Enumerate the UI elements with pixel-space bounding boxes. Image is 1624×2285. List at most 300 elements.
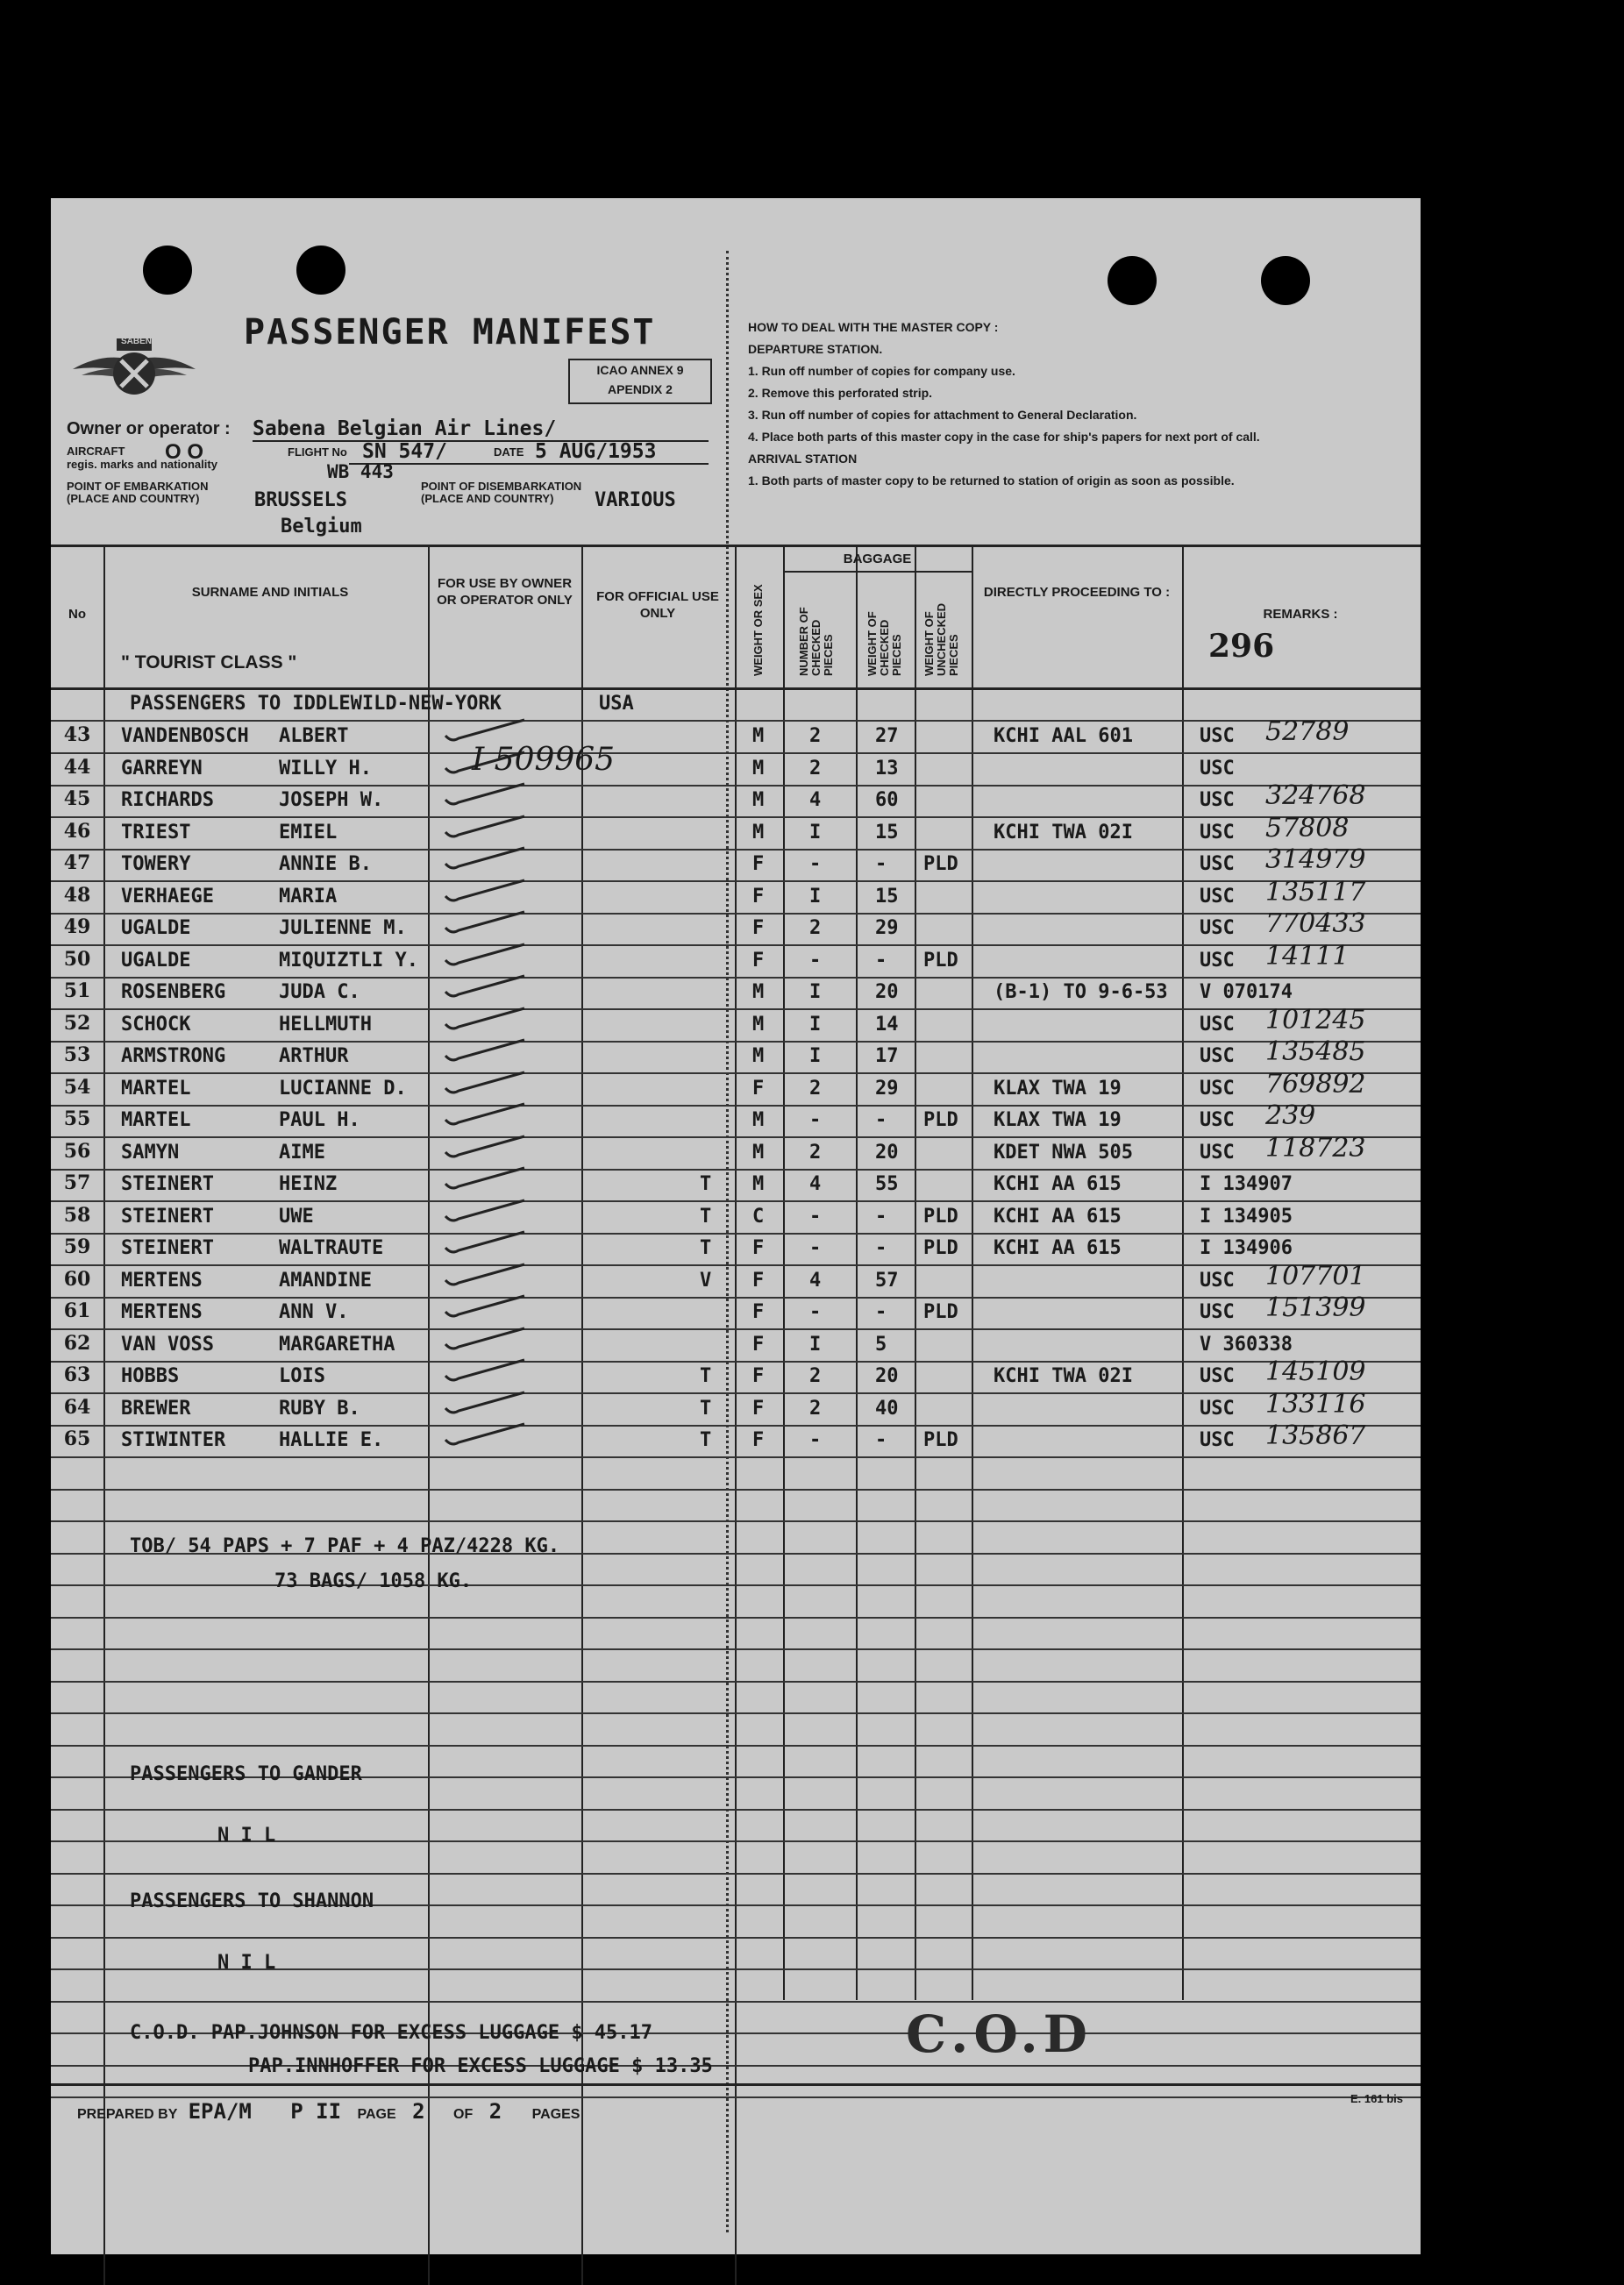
punch-hole: [1108, 256, 1157, 305]
checked-pieces: 4: [809, 1269, 822, 1292]
logo-text: SABENA: [121, 337, 159, 346]
remarks-code: USC: [1200, 1301, 1235, 1323]
checked-weight: -: [875, 949, 887, 972]
passenger-number: 43: [63, 723, 91, 746]
check-mark-icon: [441, 716, 538, 743]
table-row: [51, 812, 1421, 851]
table-row: [51, 1356, 1421, 1394]
passenger-surname: VERHAEGE: [121, 885, 214, 908]
checked-pieces: -: [809, 1109, 822, 1131]
section-row: [51, 689, 1421, 722]
remarks-code: USC: [1200, 1365, 1235, 1387]
footer: [77, 2099, 580, 2124]
checked-weight: -: [875, 1109, 887, 1131]
passenger-surname: UGALDE: [121, 949, 191, 972]
passenger-first-name: UWE: [279, 1205, 314, 1228]
passenger-first-name: PAUL H.: [279, 1109, 360, 1131]
passenger-sex: F: [752, 917, 765, 939]
embark-label: POINT OF EMBARKATION (PLACE AND COUNTRY): [67, 480, 209, 505]
check-mark-icon: [441, 1100, 538, 1127]
passenger-sex: F: [752, 1333, 765, 1356]
page-number: 2: [412, 2099, 425, 2124]
check-mark-icon: [441, 1420, 538, 1447]
table-row: [51, 1330, 1421, 1363]
checked-weight: 14: [875, 1013, 899, 1036]
table-row: [51, 1068, 1421, 1107]
page-title: PASSENGER MANIFEST: [244, 312, 656, 352]
unchecked-weight: PLD: [923, 853, 958, 875]
blank-row: [51, 1586, 1421, 1619]
passenger-first-name: EMIEL: [279, 821, 338, 844]
passenger-number: 46: [63, 819, 91, 843]
instructions-departure: DEPARTURE STATION.: [748, 342, 883, 356]
sabena-logo: [68, 321, 200, 417]
passenger-surname: ARMSTRONG: [121, 1045, 226, 1067]
official-mark: T: [700, 1205, 712, 1228]
remarks-handwritten: 145109: [1265, 1356, 1366, 1387]
unchecked-weight: PLD: [923, 1301, 958, 1323]
passenger-first-name: MARIA: [279, 885, 338, 908]
passenger-first-name: ARTHUR: [279, 1045, 349, 1067]
passenger-sex: M: [752, 757, 765, 779]
passenger-sex: M: [752, 789, 765, 811]
col-owner-use: FOR USE BY OWNER OR OPERATOR ONLY: [437, 576, 573, 608]
passenger-surname: TOWERY: [121, 853, 191, 875]
remarks-handwritten: 151399: [1265, 1292, 1366, 1323]
embark-value: BRUSSELS: [254, 489, 347, 511]
remarks-code: V 360338: [1200, 1333, 1293, 1356]
date-value: 5 AUG/1953: [535, 440, 657, 463]
remarks-code: USC: [1200, 853, 1235, 875]
form-number: E. 161 bis: [1350, 2092, 1403, 2105]
check-mark-icon: [441, 1228, 538, 1255]
passenger-number: 50: [63, 947, 91, 971]
checked-weight: -: [875, 853, 887, 875]
passenger-surname: STEINERT: [121, 1205, 214, 1228]
passenger-sex: C: [752, 1205, 765, 1228]
remarks-handwritten: 107701: [1265, 1260, 1366, 1292]
table-row: [51, 716, 1421, 754]
checked-weight: 20: [875, 981, 899, 1003]
pages-label: PAGES: [531, 2107, 581, 2122]
unchecked-weight: PLD: [923, 1429, 958, 1451]
official-mark: V: [700, 1269, 712, 1292]
passenger-sex: F: [752, 1237, 765, 1259]
table-row: [51, 1388, 1421, 1427]
col-remarks: REMARKS :: [1263, 607, 1338, 622]
instruction-arrival-item: 1. Both parts of master copy to be returned to station of origin as soon as possible.: [748, 473, 1235, 488]
check-mark-icon: [441, 941, 538, 967]
remarks-handwritten: 770433: [1265, 908, 1366, 939]
remarks-handwritten: 135117: [1265, 876, 1366, 908]
passenger-number: 65: [63, 1427, 91, 1450]
checked-pieces: -: [809, 1237, 822, 1259]
checked-pieces: -: [809, 949, 822, 972]
passenger-sex: M: [752, 1013, 765, 1036]
blank-row: [51, 1682, 1421, 1714]
blank-row: [51, 1970, 1421, 2003]
unchecked-weight: PLD: [923, 1237, 958, 1259]
gander-title: PASSENGERS TO GANDER: [130, 1763, 362, 1785]
checked-weight: 20: [875, 1365, 899, 1387]
checked-weight: -: [875, 1301, 887, 1323]
instructions-title: HOW TO DEAL WITH THE MASTER COPY :: [748, 320, 999, 334]
check-mark-icon: [441, 1292, 538, 1319]
owner-label: Owner or operator :: [67, 419, 231, 438]
check-mark-icon: [441, 813, 538, 839]
remarks-handwritten: 57808: [1265, 812, 1350, 844]
date-label: DATE: [494, 445, 524, 459]
passenger-sex: F: [752, 1365, 765, 1387]
checked-weight: -: [875, 1429, 887, 1451]
proceeding-to: KLAX TWA 19: [994, 1077, 1122, 1100]
checked-pieces: 2: [809, 757, 822, 779]
passenger-surname: RICHARDS: [121, 789, 214, 811]
passenger-number: 54: [63, 1075, 91, 1099]
col-checked-weight: WEIGHT OF CHECKED PIECES: [865, 611, 903, 676]
passenger-number: 63: [63, 1363, 91, 1386]
passenger-first-name: MARGARETHA: [279, 1333, 395, 1356]
table-row: [51, 754, 1421, 787]
table-row: [51, 1260, 1421, 1299]
totals-line-1: TOB/ 54 PAPS + 7 PAF + 4 PAZ/4228 KG.: [130, 1535, 560, 1557]
remarks-code: USC: [1200, 917, 1235, 939]
table-row: [51, 1292, 1421, 1330]
checked-weight: -: [875, 1205, 887, 1228]
class-label: " TOURIST CLASS ": [121, 652, 297, 673]
proceeding-to: (B-1) TO 9-6-53: [994, 981, 1168, 1003]
remarks-code: USC: [1200, 1077, 1235, 1100]
remarks-code: USC: [1200, 725, 1235, 747]
passenger-surname: TRIEST: [121, 821, 191, 844]
cod-stamp: C.O.D: [906, 2004, 1093, 2064]
instruction-item: 4. Place both parts of this master copy in the case for ship's papers for next port of call.: [748, 430, 1260, 444]
passenger-first-name: WILLY H.: [279, 757, 372, 779]
checked-pieces: I: [809, 1013, 822, 1036]
official-mark: T: [700, 1397, 712, 1420]
passenger-number: 47: [63, 851, 91, 874]
table-row: [51, 940, 1421, 979]
passenger-number: 52: [63, 1011, 91, 1035]
shannon-title: PASSENGERS TO SHANNON: [130, 1890, 374, 1912]
proceeding-to: KCHI TWA 02I: [994, 1365, 1133, 1387]
checked-weight: 60: [875, 789, 899, 811]
section-title: PASSENGERS TO IDDLEWILD-NEW-YORK: [130, 693, 502, 715]
passenger-number: 44: [63, 755, 91, 779]
table-row: [51, 1100, 1421, 1138]
disembark-label: POINT OF DISEMBARKATION (PLACE AND COUNTRY): [421, 480, 582, 505]
passenger-sex: F: [752, 1077, 765, 1100]
passenger-number: 51: [63, 979, 91, 1002]
passenger-surname: SCHOCK: [121, 1013, 191, 1036]
checked-pieces: 2: [809, 917, 822, 939]
passenger-first-name: HALLIE E.: [279, 1429, 384, 1451]
remarks-code: USC: [1200, 949, 1235, 972]
col-weight-sex: WEIGHT OR SEX: [751, 584, 765, 676]
regis-value: WB 443: [327, 461, 394, 482]
passenger-number: 60: [63, 1267, 91, 1291]
punch-hole: [143, 246, 192, 295]
checked-pieces: I: [809, 1333, 822, 1356]
remarks-handwritten: 239: [1265, 1100, 1316, 1131]
passenger-sex: M: [752, 1109, 765, 1131]
col-surname: SURNAME AND INITIALS: [191, 585, 349, 600]
table-row: [51, 844, 1421, 882]
remarks-handwritten: 118723: [1265, 1132, 1366, 1164]
check-mark-icon: [441, 780, 538, 807]
remarks-code: USC: [1200, 1141, 1235, 1164]
blank-row: [51, 1554, 1421, 1586]
passenger-number: 58: [63, 1203, 91, 1227]
blank-row: [51, 1714, 1421, 1747]
passenger-surname: BREWER: [121, 1397, 191, 1420]
check-mark-icon: [441, 1356, 538, 1383]
table-row: [51, 1004, 1421, 1043]
passenger-sex: M: [752, 821, 765, 844]
passenger-sex: F: [752, 1301, 765, 1323]
passenger-surname: STEINERT: [121, 1237, 214, 1259]
table-row: [51, 1420, 1421, 1458]
passenger-number: 61: [63, 1299, 91, 1322]
cod-line-1: C.O.D. PAP.JOHNSON FOR EXCESS LUGGAGE $ 45.17: [130, 2022, 653, 2044]
passenger-first-name: LUCIANNE D.: [279, 1077, 407, 1100]
remarks-handwritten: 133116: [1265, 1388, 1366, 1420]
passenger-surname: GARREYN: [121, 757, 203, 779]
check-mark-icon: [441, 1325, 538, 1351]
checked-weight: 29: [875, 917, 899, 939]
col-proceeding: DIRECTLY PROCEEDING TO :: [983, 585, 1171, 600]
official-mark: T: [700, 1365, 712, 1387]
passenger-number: 49: [63, 915, 91, 938]
table-row: [51, 1036, 1421, 1074]
checked-pieces: 4: [809, 789, 822, 811]
unchecked-weight: PLD: [923, 1109, 958, 1131]
instruction-item: 2. Remove this perforated strip.: [748, 386, 933, 400]
proceeding-to: KDET NWA 505: [994, 1141, 1133, 1164]
passenger-first-name: ANNIE B.: [279, 853, 372, 875]
passenger-sex: F: [752, 949, 765, 972]
official-mark: T: [700, 1429, 712, 1451]
passenger-first-name: HEINZ: [279, 1173, 338, 1195]
blank-row: [51, 1618, 1421, 1650]
remarks-code: USC: [1200, 1269, 1235, 1292]
remarks-code: USC: [1200, 789, 1235, 811]
prepared-value: EPA/M: [188, 2099, 252, 2124]
passenger-first-name: AMANDINE: [279, 1269, 372, 1292]
check-mark-icon: [441, 1164, 538, 1191]
checked-pieces: -: [809, 1429, 822, 1451]
checked-pieces: I: [809, 885, 822, 908]
passenger-first-name: JULIENNE M.: [279, 917, 407, 939]
checked-weight: 15: [875, 821, 899, 844]
checked-weight: 55: [875, 1173, 899, 1195]
passenger-surname: MARTEL: [121, 1109, 191, 1131]
passenger-number: 59: [63, 1235, 91, 1258]
passenger-first-name: JUDA C.: [279, 981, 360, 1003]
remarks-handwritten: 52789: [1265, 716, 1350, 747]
check-mark-icon: [441, 844, 538, 871]
page-stamp-number: 296: [1208, 628, 1275, 665]
passenger-first-name: RUBY B.: [279, 1397, 360, 1420]
passenger-number: 62: [63, 1331, 91, 1355]
check-mark-icon: [441, 1389, 538, 1415]
blank-row: [51, 1490, 1421, 1522]
proceeding-to: KCHI AA 615: [994, 1237, 1122, 1259]
passenger-sex: M: [752, 1045, 765, 1067]
master-copy-instructions: [748, 317, 1379, 488]
checked-pieces: I: [809, 981, 822, 1003]
remarks-code: V 070174: [1200, 981, 1293, 1003]
passenger-first-name: HELLMUTH: [279, 1013, 372, 1036]
remarks-handwritten: 314979: [1265, 844, 1366, 875]
handwritten-id: I 509965: [472, 742, 616, 778]
flight-label: FLIGHT No: [288, 445, 347, 459]
passenger-number: 45: [63, 787, 91, 810]
blank-row: [51, 1842, 1421, 1875]
instructions-arrival: ARRIVAL STATION: [748, 452, 858, 466]
cod-line-2: PAP.INNHOFFER FOR EXCESS LUGGAGE $ 13.35: [248, 2055, 713, 2077]
page-total: 2: [488, 2099, 502, 2124]
page-label: PAGE: [357, 2107, 396, 2122]
owner-value: Sabena Belgian Air Lines/: [253, 417, 557, 440]
instruction-item: 1. Run off number of copies for company use.: [748, 364, 1015, 378]
col-unchecked-weight: WEIGHT OF UNCHECKED PIECES: [922, 602, 960, 676]
remarks-code: I 134906: [1200, 1237, 1293, 1259]
prepared-label: PREPARED BY: [77, 2107, 178, 2122]
remarks-code: I 134907: [1200, 1173, 1293, 1195]
checked-pieces: 2: [809, 1365, 822, 1387]
checked-pieces: 2: [809, 1141, 822, 1164]
passenger-sex: F: [752, 885, 765, 908]
passenger-sex: F: [752, 853, 765, 875]
passenger-first-name: LOIS: [279, 1365, 325, 1387]
col-no: No: [68, 607, 86, 622]
aircraft-value: O O: [165, 440, 204, 464]
icao-line-1: ICAO ANNEX 9: [596, 363, 684, 377]
shannon-value: N I L: [217, 1952, 276, 1974]
remarks-code: USC: [1200, 1429, 1235, 1451]
proceeding-to: KLAX TWA 19: [994, 1109, 1122, 1131]
passenger-first-name: WALTRAUTE: [279, 1237, 384, 1259]
checked-weight: 20: [875, 1141, 899, 1164]
regis-label: regis. marks and nationality: [67, 458, 217, 471]
remarks-handwritten: 769892: [1265, 1068, 1366, 1100]
col-checked-pieces: NUMBER OF CHECKED PIECES: [797, 607, 835, 676]
icao-line-2: APENDIX 2: [608, 382, 673, 396]
checked-weight: -: [875, 1237, 887, 1259]
punch-hole: [296, 246, 345, 295]
check-mark-icon: [441, 1036, 538, 1063]
remarks-code: USC: [1200, 1045, 1235, 1067]
passenger-surname: STEINERT: [121, 1173, 214, 1195]
passenger-number: 64: [63, 1395, 91, 1419]
proceeding-to: KCHI AAL 601: [994, 725, 1133, 747]
proceeding-to: KCHI TWA 02I: [994, 821, 1133, 844]
checked-weight: 17: [875, 1045, 899, 1067]
checked-pieces: I: [809, 821, 822, 844]
passenger-first-name: MIQUIZTLI Y.: [279, 949, 418, 972]
passenger-sex: M: [752, 725, 765, 747]
unchecked-weight: PLD: [923, 1205, 958, 1228]
table-row: [51, 908, 1421, 946]
checked-weight: 40: [875, 1397, 899, 1420]
passenger-sex: F: [752, 1429, 765, 1451]
official-mark: T: [700, 1237, 712, 1259]
remarks-handwritten: 324768: [1265, 780, 1366, 811]
passenger-surname: MERTENS: [121, 1269, 203, 1292]
passenger-number: 57: [63, 1171, 91, 1194]
col-official-use: FOR OFFICIAL USE ONLY: [596, 589, 719, 621]
remarks-code: USC: [1200, 757, 1235, 779]
icao-box: [568, 359, 712, 404]
of-label: OF: [453, 2107, 474, 2122]
passenger-surname: UGALDE: [121, 917, 191, 939]
passenger-sex: M: [752, 1141, 765, 1164]
table-row: [51, 978, 1421, 1010]
remarks-handwritten: 135485: [1265, 1036, 1366, 1067]
table-row: [51, 780, 1421, 818]
remarks-code: USC: [1200, 1397, 1235, 1420]
remarks-code: USC: [1200, 1013, 1235, 1036]
remarks-code: USC: [1200, 821, 1235, 844]
passenger-surname: VAN VOSS: [121, 1333, 214, 1356]
check-mark-icon: [441, 1133, 538, 1159]
passenger-first-name: AIME: [279, 1141, 325, 1164]
checked-pieces: 2: [809, 1077, 822, 1100]
passenger-surname: HOBBS: [121, 1365, 180, 1387]
checked-pieces: -: [809, 1301, 822, 1323]
proceeding-to: KCHI AA 615: [994, 1173, 1122, 1195]
form-code: P II: [290, 2099, 342, 2124]
passenger-surname: MERTENS: [121, 1301, 203, 1323]
checked-pieces: 2: [809, 725, 822, 747]
passenger-sex: M: [752, 1173, 765, 1195]
checked-pieces: -: [809, 1205, 822, 1228]
col-baggage: BAGGAGE: [843, 552, 912, 566]
table-row: [51, 1132, 1421, 1171]
passenger-first-name: ANN V.: [279, 1301, 349, 1323]
remarks-code: USC: [1200, 1109, 1235, 1131]
totals-line-2: 73 BAGS/ 1058 KG.: [274, 1570, 473, 1592]
check-mark-icon: [441, 1261, 538, 1287]
passenger-number: 53: [63, 1043, 91, 1066]
checked-weight: 29: [875, 1077, 899, 1100]
aircraft-label: AIRCRAFT: [67, 445, 125, 458]
proceeding-to: KCHI AA 615: [994, 1205, 1122, 1228]
passenger-first-name: ALBERT: [279, 725, 349, 747]
blank-row: [51, 1458, 1421, 1491]
checked-pieces: -: [809, 853, 822, 875]
unchecked-weight: PLD: [923, 949, 958, 972]
remarks-handwritten: 101245: [1265, 1004, 1366, 1036]
checked-weight: 5: [875, 1333, 887, 1356]
checked-pieces: 4: [809, 1173, 822, 1195]
table-row: [51, 1170, 1421, 1202]
remarks-code: I 134905: [1200, 1205, 1293, 1228]
passenger-sex: F: [752, 1269, 765, 1292]
remarks-handwritten: 135867: [1265, 1420, 1366, 1451]
official-mark: T: [700, 1173, 712, 1195]
checked-weight: 57: [875, 1269, 899, 1292]
checked-pieces: I: [809, 1045, 822, 1067]
passenger-surname: ROSENBERG: [121, 981, 226, 1003]
check-mark-icon: [441, 877, 538, 903]
remarks-handwritten: 14111: [1265, 940, 1350, 972]
check-mark-icon: [441, 1005, 538, 1031]
embark-country: Belgium: [281, 516, 362, 537]
disembark-value: VARIOUS: [595, 489, 676, 511]
table-row: [51, 1202, 1421, 1235]
